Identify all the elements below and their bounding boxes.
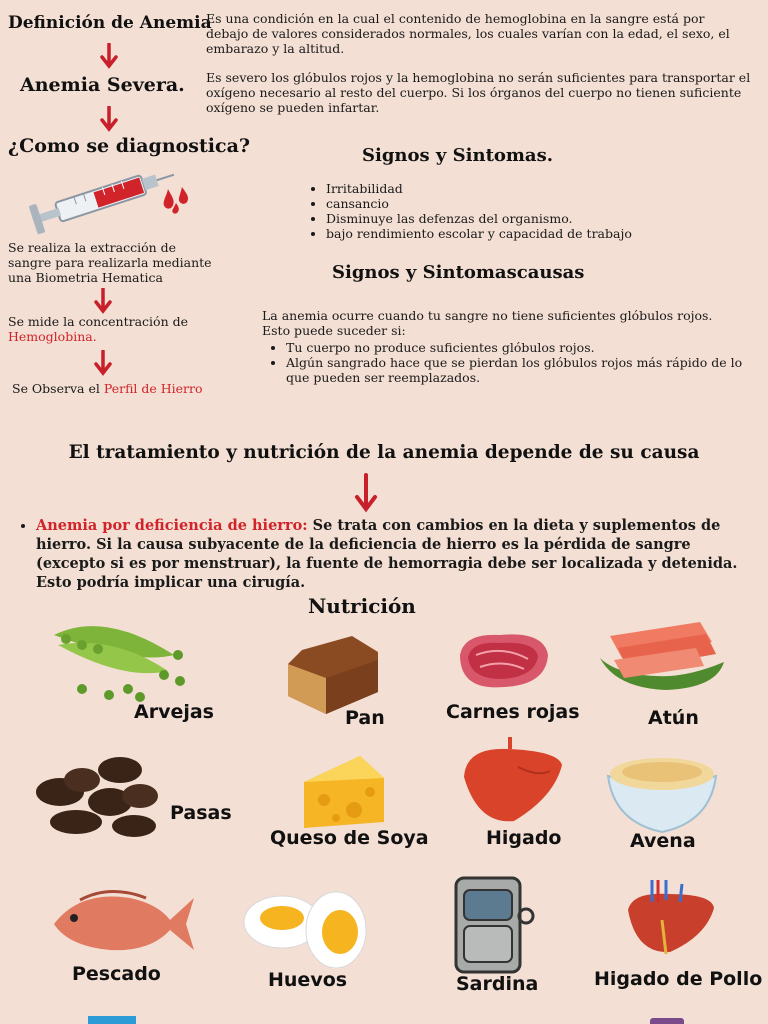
decorative-block [88,1016,136,1024]
food-label: Queso de Soya [270,827,429,849]
peas-icon [44,615,194,705]
food-label: Pasas [170,802,232,824]
treatment-list [22,516,746,592]
cheese-icon [300,752,386,830]
food-label: Avena [630,830,696,852]
list-item: • Algún sangrado hace que se pierdan los glóbulos rojos más rápido de lo que pueden ser reemplazados. [286,355,756,385]
arrow-down-icon [94,350,112,376]
food-label: Higado [486,827,562,849]
list-item: • bajo rendimiento escolar y capacidad de trabajo [326,226,746,241]
causes-title: Signos y Sintomascausas [332,262,585,283]
eggs-icon [242,888,372,968]
syringe-icon [16,165,178,235]
definition-text: Es una condición en la cual el contenido de hemoglobina en la sangre está por debajo de valores considerados normales, los cuales varían con la edad, el sexo, el embarazo y la altitud. [206,11,730,56]
list-item: • cansancio [326,196,746,211]
arrow-down-icon [94,288,112,314]
oatmeal-bowl-icon [606,752,718,834]
list-item: • Irritabilidad [326,181,746,196]
iron-profile-highlight: Perfil de Hierro [103,381,203,396]
list-item: • Tu cuerpo no produce suficientes glóbulos rojos. [286,340,756,355]
iron-deficiency-text: Se trata con cambios en la dieta y suplementos de hierro. Si la causa subyacente de la deficiencia de hierro es la pérdida de sangre (excepto si es por menstruar), la fuente de hemorragia debe ser localizada y detenida. Esto podría implicar una cirugía. [36,517,738,591]
treatment-title: El tratamiento y nutrición de la anemia depende de su causa [68,442,700,463]
food-label: Atún [648,707,699,729]
food-label: Huevos [268,969,348,991]
food-label: Arvejas [134,701,214,723]
list-item: • Disminuye las defenzas del organismo. [326,211,746,226]
blood-drops-icon [158,185,194,215]
tuna-icon [596,618,728,698]
iron-deficiency-label: Anemia por deficiencia de hierro: [36,517,308,534]
food-label: Pescado [72,963,161,985]
signs-list [312,181,746,241]
arrow-down-icon [100,43,118,69]
chicken-liver-icon [622,880,718,960]
hemoglobin-highlight: Hemoglobina. [8,329,97,344]
step-hemoglobin-text: Se mide la concentración de [8,314,189,329]
food-label: Carnes rojas [446,701,580,723]
step-hemoglobin [8,314,208,344]
sardine-can-icon [452,876,536,974]
decorative-block [650,1018,684,1024]
diagnosis-title: ¿Como se diagnostica? [8,135,251,157]
signs-title: Signos y Sintomas. [362,145,553,166]
arrow-down-icon [354,473,378,513]
step-iron-text: Se Observa el [12,381,100,396]
causes-list [272,340,756,385]
liver-icon [458,737,566,825]
fish-icon [50,884,196,960]
raisins-icon [30,752,160,842]
step-iron-profile [12,381,203,396]
nutrition-title: Nutrición [308,594,416,618]
step-extraction: Se realiza la extracción de sangre para realizarla mediante una Biometria Hematica [8,240,212,285]
red-meat-icon [452,625,552,697]
bread-icon [282,630,382,718]
causes-intro: La anemia ocurre cuando tu sangre no tiene suficientes glóbulos rojos. Esto puede suceder si: [262,308,713,338]
food-label: Higado de Pollo [594,968,763,990]
severe-anemia-title: Anemia Severa. [20,74,185,96]
food-label: Sardina [456,973,539,995]
food-label: Pan [345,707,385,729]
arrow-down-icon [100,106,118,132]
severe-text: Es severo los glóbulos rojos y la hemoglobina no serán suficientes para transportar el oxígeno necesario al resto del cuerpo. Si los órganos del cuerpo no tienen suficiente oxígeno se pueden infartar. [206,70,751,115]
list-item [36,516,746,592]
definition-title: Definición de Anemia [8,13,212,33]
